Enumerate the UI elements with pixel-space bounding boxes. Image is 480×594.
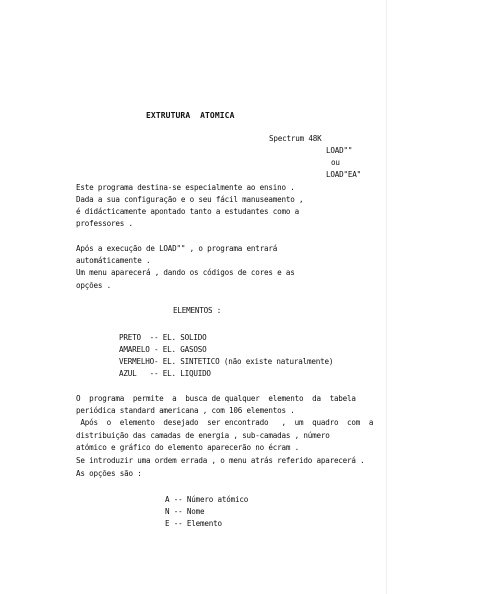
option-item: N -- Nome	[165, 507, 205, 516]
body-paragraph-line: Se introduzir uma ordem errada , o menu atrás referido aparecerá .	[76, 456, 365, 465]
body-paragraph-line: atómico e gráfico do elemento aparecerão no écram .	[76, 443, 299, 452]
body-paragraph-line: As opções são :	[76, 469, 142, 478]
body-paragraph-line: Após o elemento desejado ser encontrado , um quadro com a	[76, 418, 374, 427]
body-paragraph-line: O programa permite a busca de qualquer elemento da tabela	[76, 394, 356, 403]
element-legend-item: PRETO -- EL. SOLIDO	[119, 333, 207, 342]
machine-label: Spectrum 48K	[269, 134, 322, 143]
option-item: A -- Número atómico	[165, 495, 249, 504]
body-paragraph-line: periódica standard americana , com 106 elementos .	[76, 406, 295, 415]
load-paragraph-line: automáticamente .	[76, 256, 151, 265]
document-title: EXTRUTURA ATOMICA	[146, 111, 235, 120]
load-paragraph-line: Um menu aparecerá , dando os códigos de cores e as	[76, 268, 295, 277]
elements-heading: ELEMENTOS :	[173, 306, 222, 315]
load-paragraph-line: opções .	[76, 281, 111, 290]
element-legend-item: AMARELO - EL. GASOSO	[119, 345, 207, 354]
intro-line: Este programa destina-se especialmente ao ensino .	[76, 183, 295, 192]
option-item: E -- Elemento	[165, 519, 222, 528]
load-command-1: LOAD""	[326, 146, 353, 155]
intro-line: professores .	[76, 219, 133, 228]
intro-line: é didácticamente apontado tanto a estudantes como a	[76, 207, 299, 216]
page-edge-shadow	[386, 0, 387, 594]
load-paragraph-line: Após a execução de LOAD"" , o programa entrará	[76, 244, 278, 253]
load-command-2: LOAD"EA"	[326, 170, 361, 179]
body-paragraph-line: distribuição das camadas de energia , sub-camadas , número	[76, 431, 330, 440]
element-legend-item: AZUL -- EL. LIQUIDO	[119, 369, 211, 378]
or-label: ou	[331, 158, 340, 167]
intro-line: Dada a sua configuração e o seu fácil manuseamento ,	[76, 195, 304, 204]
element-legend-item: VERMELHO- EL. SINTETICO (não existe naturalmente)	[119, 357, 334, 366]
